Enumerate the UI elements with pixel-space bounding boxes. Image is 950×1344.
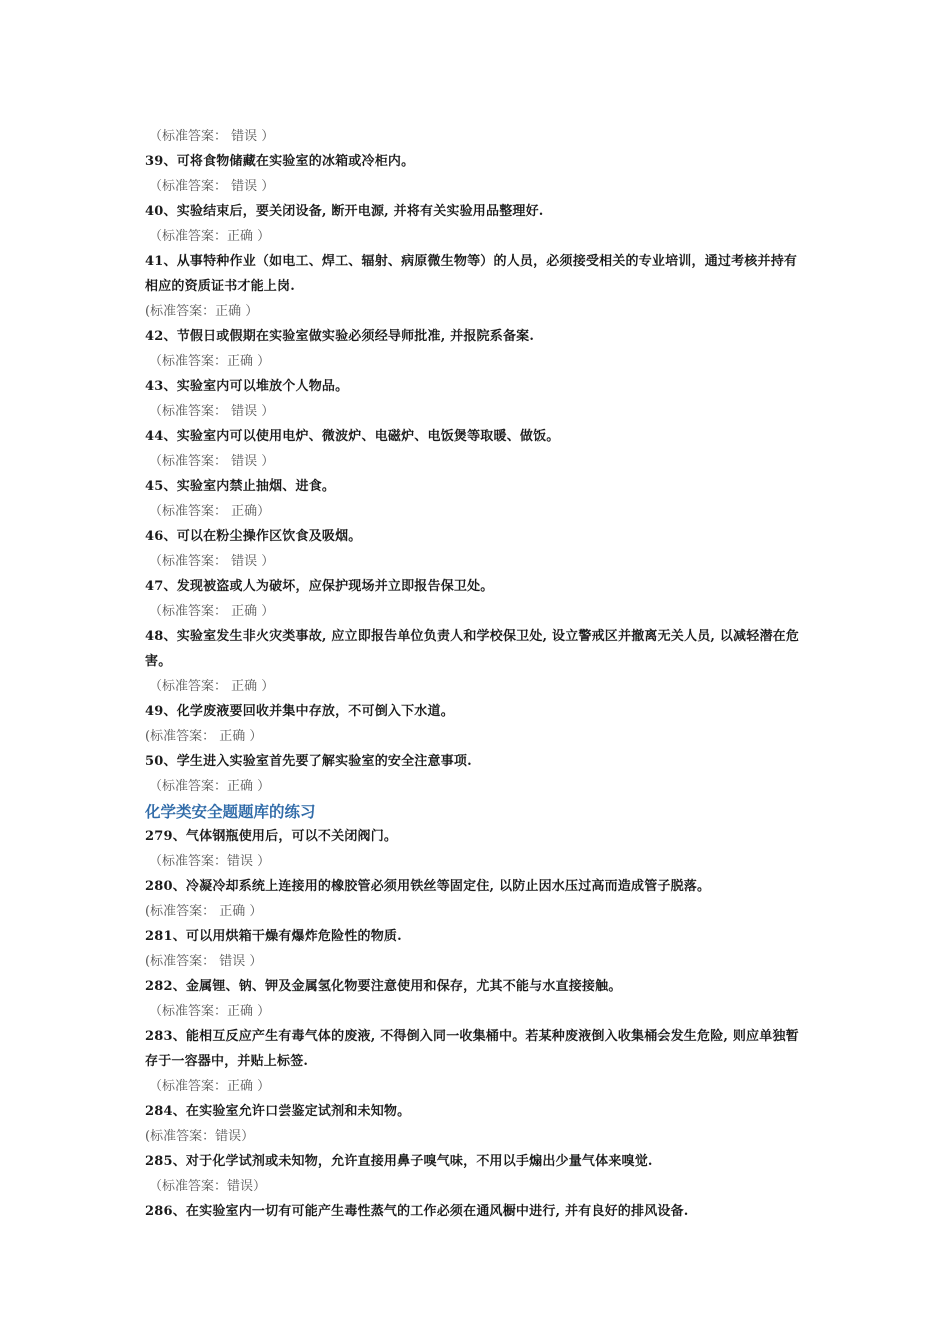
question-text: 49、化学废液要回收并集中存放，不可倒入下水道。 [145, 704, 454, 719]
standard-answer: （标准答案：正确 ） [149, 354, 271, 369]
standard-answer: （标准答案： 错误 ） [149, 554, 275, 569]
standard-answer: （标准答案： 正确 ） [149, 604, 275, 619]
standard-answer: (标准答案： 错误 ） [145, 954, 263, 969]
standard-answer: （标准答案： 正确 ） [149, 679, 275, 694]
question-text: 43、实验室内可以堆放个人物品。 [145, 379, 349, 394]
standard-answer: （标准答案：正确 ） [149, 1004, 271, 1019]
standard-answer: （标准答案： 错误 ） [149, 129, 275, 144]
question-text: 48、实验室发生非火灾类事故, 应立即报告单位负责人和学校保卫处, 设立警戒区并撤离无关人员, 以减轻潜在危害。 [145, 629, 800, 669]
standard-answer: （标准答案：错误 ） [149, 854, 271, 869]
standard-answer: (标准答案： 正确 ） [145, 904, 263, 919]
standard-answer: （标准答案： 错误 ） [149, 404, 275, 419]
question-text: 44、实验室内可以使用电炉、微波炉、电磁炉、电饭煲等取暖、做饭。 [145, 429, 560, 444]
question-text: 282、金属锂、钠、钾及金属氢化物要注意使用和保存，尤其不能与水直接接触。 [145, 979, 622, 994]
question-text: 285、对于化学试剂或未知物，允许直接用鼻子嗅气味，不用以手煽出少量气体来嗅觉. [145, 1154, 653, 1169]
standard-answer: （标准答案：正确 ） [149, 779, 271, 794]
question-text: 42、节假日或假期在实验室做实验必须经导师批准, 并报院系备案. [145, 329, 535, 344]
standard-answer: （标准答案：正确 ） [149, 229, 271, 244]
question-text: 39、可将食物储藏在实验室的冰箱或冷柜内。 [145, 154, 415, 169]
question-text: 284、在实验室允许口尝鉴定试剂和未知物。 [145, 1104, 411, 1119]
question-text: 41、从事特种作业（如电工、焊工、辐射、病原微生物等）的人员，必须接受相关的专业培训，通过考核并持有相应的资质证书才能上岗. [145, 254, 798, 294]
question-text: 40、实验结束后，要关闭设备, 断开电源, 并将有关实验用品整理好. [145, 204, 544, 219]
question-text: 47、发现被盗或人为破坏，应保护现场并立即报告保卫处。 [145, 579, 494, 594]
standard-answer: （标准答案： 错误 ） [149, 179, 275, 194]
question-text: 286、在实验室内一切有可能产生毒性蒸气的工作必须在通风橱中进行, 并有良好的排风设备. [145, 1204, 689, 1219]
standard-answer: (标准答案：正确 ） [145, 304, 259, 319]
standard-answer: （标准答案： 正确） [149, 504, 271, 519]
section-heading: 化学类安全题题库的练习 [145, 802, 316, 821]
question-text: 279、气体钢瓶使用后，可以不关闭阀门。 [145, 829, 398, 844]
standard-answer: (标准答案：错误） [145, 1129, 255, 1144]
standard-answer: （标准答案：正确 ） [149, 1079, 271, 1094]
question-text: 46、可以在粉尘操作区饮食及吸烟。 [145, 529, 362, 544]
question-text: 281、可以用烘箱干燥有爆炸危险性的物质. [145, 929, 402, 944]
standard-answer: （标准答案： 错误 ） [149, 454, 275, 469]
question-text: 45、实验室内禁止抽烟、进食。 [145, 479, 336, 494]
standard-answer: （标准答案：错误） [149, 1179, 267, 1194]
question-text: 280、冷凝冷却系统上连接用的橡胶管必须用铁丝等固定住, 以防止因水压过高而造成管子脱落。 [145, 879, 711, 894]
standard-answer: (标准答案： 正确 ） [145, 729, 263, 744]
question-text: 283、能相互反应产生有毒气体的废液, 不得倒入同一收集桶中。若某种废液倒入收集桶会发生危险, 则应单独暂存于一容器中，并贴上标签. [145, 1029, 799, 1069]
question-text: 50、学生进入实验室首先要了解实验室的安全注意事项. [145, 754, 472, 769]
document-page [145, 124, 805, 1224]
